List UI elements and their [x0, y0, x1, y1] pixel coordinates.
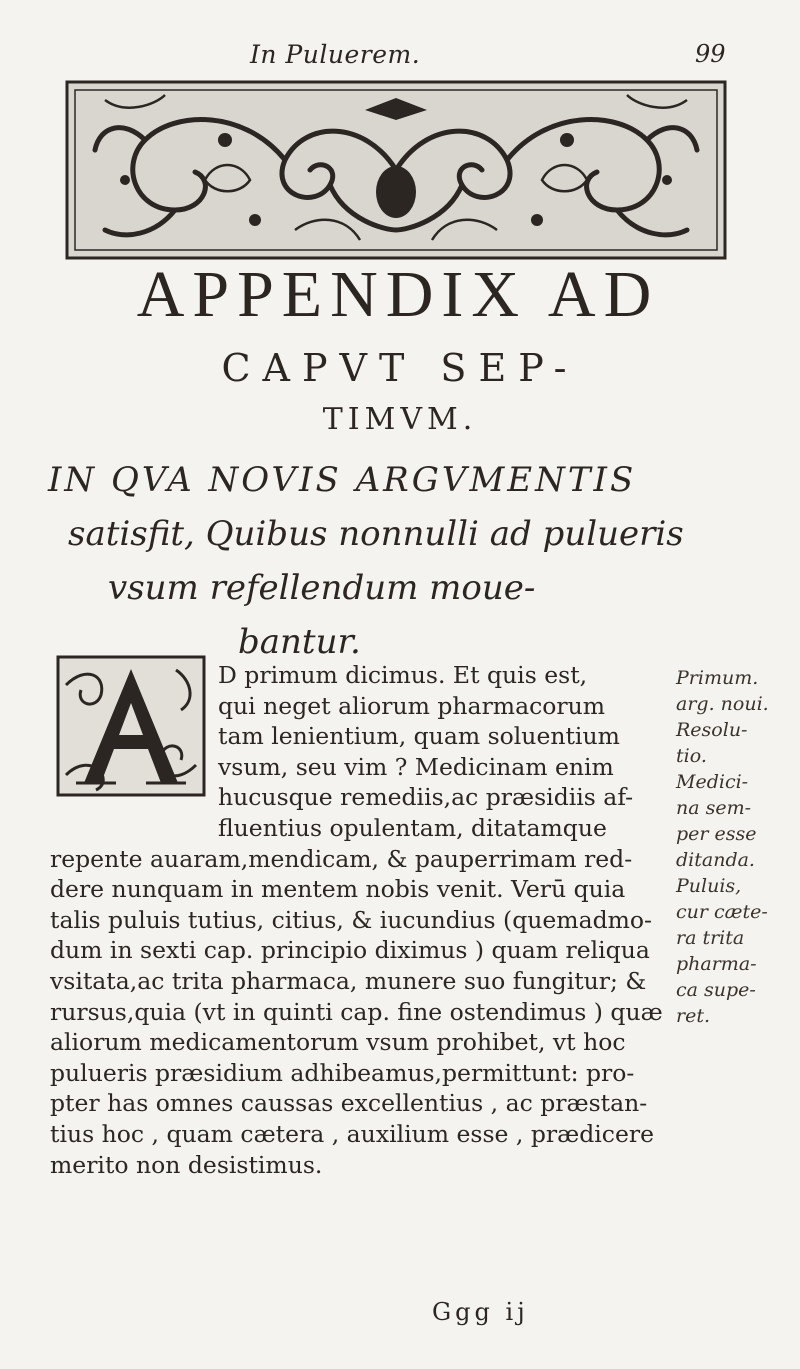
- body-line: vsitata,ac trita pharmaca, munere suo fungitur; &: [50, 966, 647, 995]
- body-line: repente auaram,mendicam, & pauperrimam red-: [50, 844, 633, 873]
- page-number: 99: [695, 40, 726, 68]
- margin-note: ditanda.: [676, 849, 755, 871]
- signature-mark: Ggg ij: [432, 1298, 529, 1326]
- body-line: tam lenientium, quam soluentium: [218, 722, 620, 751]
- margin-notes: [676, 665, 796, 1029]
- body-line: tius hoc , quam cætera , auxilium esse , prædicere: [50, 1119, 654, 1148]
- body-line: pulueris præsidium adhibeamus,permittunt: pro-: [50, 1058, 635, 1087]
- title-line-2: CAPVT SEP-: [221, 346, 579, 390]
- body-line: dere nunquam in mentem nobis venit. Verū quia: [50, 875, 626, 904]
- margin-note: tio.: [676, 745, 707, 767]
- argument-line: bantur.: [238, 622, 361, 662]
- body-text: [50, 660, 663, 1180]
- argument-line: IN QVA NOVIS ARGVMENTIS: [48, 460, 637, 500]
- body-line: vsum, seu vim ? Medicinam enim: [218, 752, 614, 781]
- body-line: talis puluis tutius, citius, & iucundius (quemadmo-: [50, 905, 652, 934]
- title-line-3: TIMVM.: [322, 402, 478, 437]
- chapter-argument: [48, 453, 684, 669]
- margin-note: na sem-: [676, 797, 752, 819]
- body-line: pter has omnes caussas excellentius , ac præstan-: [50, 1089, 648, 1118]
- body-line: rursus,quia (vt in quinti cap. fine ostendimus ) quæ: [50, 997, 663, 1026]
- body-line: dum in sexti cap. principio diximus ) quam reliqua: [50, 936, 650, 965]
- body-line: hucusque remediis,ac præsidiis af-: [218, 783, 634, 812]
- margin-note: ret.: [676, 1005, 711, 1027]
- margin-note: Medici-: [676, 771, 749, 793]
- margin-note: Puluis,: [676, 875, 742, 897]
- margin-note: Resolu-: [676, 719, 748, 741]
- margin-note: per esse: [676, 823, 757, 845]
- margin-note: cur cæte-: [676, 901, 768, 923]
- body-line: merito non desistimus.: [50, 1150, 323, 1179]
- body-line: D primum dicimus. Et quis est,: [218, 661, 588, 689]
- argument-line: vsum refellendum moue-: [108, 568, 536, 608]
- margin-note: ra trita: [676, 927, 745, 949]
- ornamental-headpiece: [65, 80, 727, 260]
- body-line: aliorum medicamentorum vsum prohibet, vt hoc: [50, 1028, 626, 1057]
- body-line: fluentius opulentam, ditatamque: [218, 813, 607, 842]
- margin-note: Primum.: [676, 667, 759, 689]
- margin-note: pharma-: [676, 953, 757, 975]
- appendix-title: APPENDIX AD: [136, 258, 660, 331]
- body-line: qui neget aliorum pharmacorum: [218, 691, 606, 720]
- argument-line: satisfit, Quibus nonnulli ad pulueris: [68, 514, 684, 554]
- margin-note: ca supe-: [676, 979, 756, 1001]
- running-title: In Puluerem.: [250, 40, 421, 69]
- margin-note: arg. noui.: [676, 693, 769, 715]
